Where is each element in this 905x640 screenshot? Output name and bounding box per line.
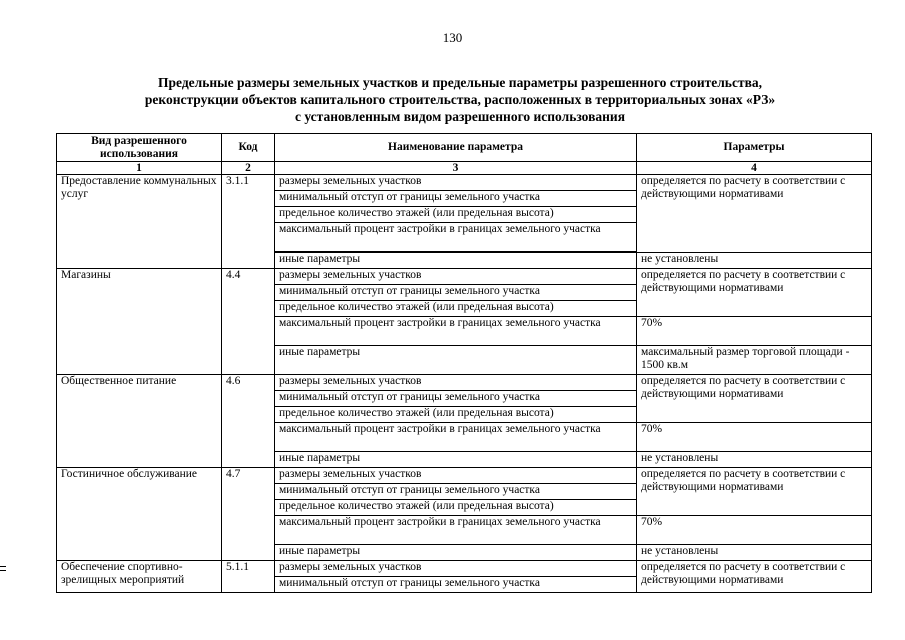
code-cell: 3.1.1 xyxy=(222,175,275,269)
document-title xyxy=(60,74,860,125)
use-cell: Обеспечение спортивно-зрелищных мероприятий xyxy=(57,561,222,593)
value-cell: 70% xyxy=(637,516,872,545)
param-cell: предельное количество этажей (или предельная высота) xyxy=(275,407,637,423)
value-cell: определяется по расчету в соответствии с действующими нормативами xyxy=(637,375,872,423)
param-cell: размеры земельных участков xyxy=(275,375,637,391)
param-cell: максимальный процент застройки в границах земельного участка xyxy=(275,317,637,346)
param-cell: размеры земельных участков xyxy=(275,175,637,191)
header-param: Наименование параметра xyxy=(275,134,637,162)
table-row xyxy=(57,561,872,577)
parameters-table xyxy=(56,133,872,593)
table-row xyxy=(57,375,872,391)
param-cell: иные параметры xyxy=(275,545,637,561)
param-cell: иные параметры xyxy=(275,452,637,468)
param-cell: минимальный отступ от границы земельного участка xyxy=(275,577,637,593)
param-cell: минимальный отступ от границы земельного участка xyxy=(275,484,637,500)
param-cell: предельное количество этажей (или предельная высота) xyxy=(275,207,637,223)
value-cell: определяется по расчету в соответствии с действующими нормативами xyxy=(637,468,872,516)
title-line-1: Предельные размеры земельных участков и предельные параметры разрешенного строительства, xyxy=(158,75,762,90)
header-value: Параметры xyxy=(637,134,872,162)
use-cell: Общественное питание xyxy=(57,375,222,468)
value-cell: максимальный размер торговой площади - 1500 кв.м xyxy=(637,346,872,375)
col-number: 4 xyxy=(637,162,872,175)
col-number: 2 xyxy=(222,162,275,175)
param-cell: минимальный отступ от границы земельного участка xyxy=(275,285,637,301)
table-row xyxy=(57,468,872,484)
param-cell: максимальный процент застройки в границах земельного участка xyxy=(275,516,637,545)
param-cell: размеры земельных участков xyxy=(275,561,637,577)
margin-mark xyxy=(0,566,6,571)
value-cell: определяется по расчету в соответствии с действующими нормативами xyxy=(637,269,872,317)
value-cell: не установлены xyxy=(637,452,872,468)
value-cell: не установлены xyxy=(637,545,872,561)
use-cell: Гостиничное обслуживание xyxy=(57,468,222,561)
param-cell: минимальный отступ от границы земельного участка xyxy=(275,191,637,207)
value-cell: 70% xyxy=(637,423,872,452)
table-row xyxy=(57,269,872,285)
value-cell: определяется по расчету в соответствии с действующими нормативами xyxy=(637,175,872,253)
param-cell: предельное количество этажей (или предельная высота) xyxy=(275,500,637,516)
title-line-2: реконструкции объектов капитального строительства, расположенных в территориальных зонах «РЗ» xyxy=(144,92,776,107)
use-cell: Магазины xyxy=(57,269,222,375)
use-cell: Предоставление коммунальных услуг xyxy=(57,175,222,269)
param-cell: иные параметры xyxy=(275,253,637,269)
param-cell: максимальный процент застройки в границах земельного участка xyxy=(275,423,637,452)
col-number: 1 xyxy=(57,162,222,175)
table-row xyxy=(57,175,872,191)
param-cell: иные параметры xyxy=(275,346,637,375)
value-cell: не установлены xyxy=(637,253,872,269)
param-cell: предельное количество этажей (или предельная высота) xyxy=(275,301,637,317)
code-cell: 4.6 xyxy=(222,375,275,468)
header-use: Вид разрешенного использования xyxy=(57,134,222,162)
header-code: Код xyxy=(222,134,275,162)
title-line-3: с установленным видом разрешенного использования xyxy=(294,109,626,124)
param-cell: размеры земельных участков xyxy=(275,269,637,285)
col-number: 3 xyxy=(275,162,637,175)
param-cell: размеры земельных участков xyxy=(275,468,637,484)
param-cell: максимальный процент застройки в границах земельного участка xyxy=(275,223,637,252)
code-cell: 5.1.1 xyxy=(222,561,275,593)
code-cell: 4.7 xyxy=(222,468,275,561)
table-header-row xyxy=(57,134,872,162)
value-cell: 70% xyxy=(637,317,872,346)
page-number: 130 xyxy=(442,30,463,45)
column-numbers-row xyxy=(57,162,872,175)
value-cell: определяется по расчету в соответствии с действующими нормативами xyxy=(637,561,872,593)
code-cell: 4.4 xyxy=(222,269,275,375)
param-cell: минимальный отступ от границы земельного участка xyxy=(275,391,637,407)
